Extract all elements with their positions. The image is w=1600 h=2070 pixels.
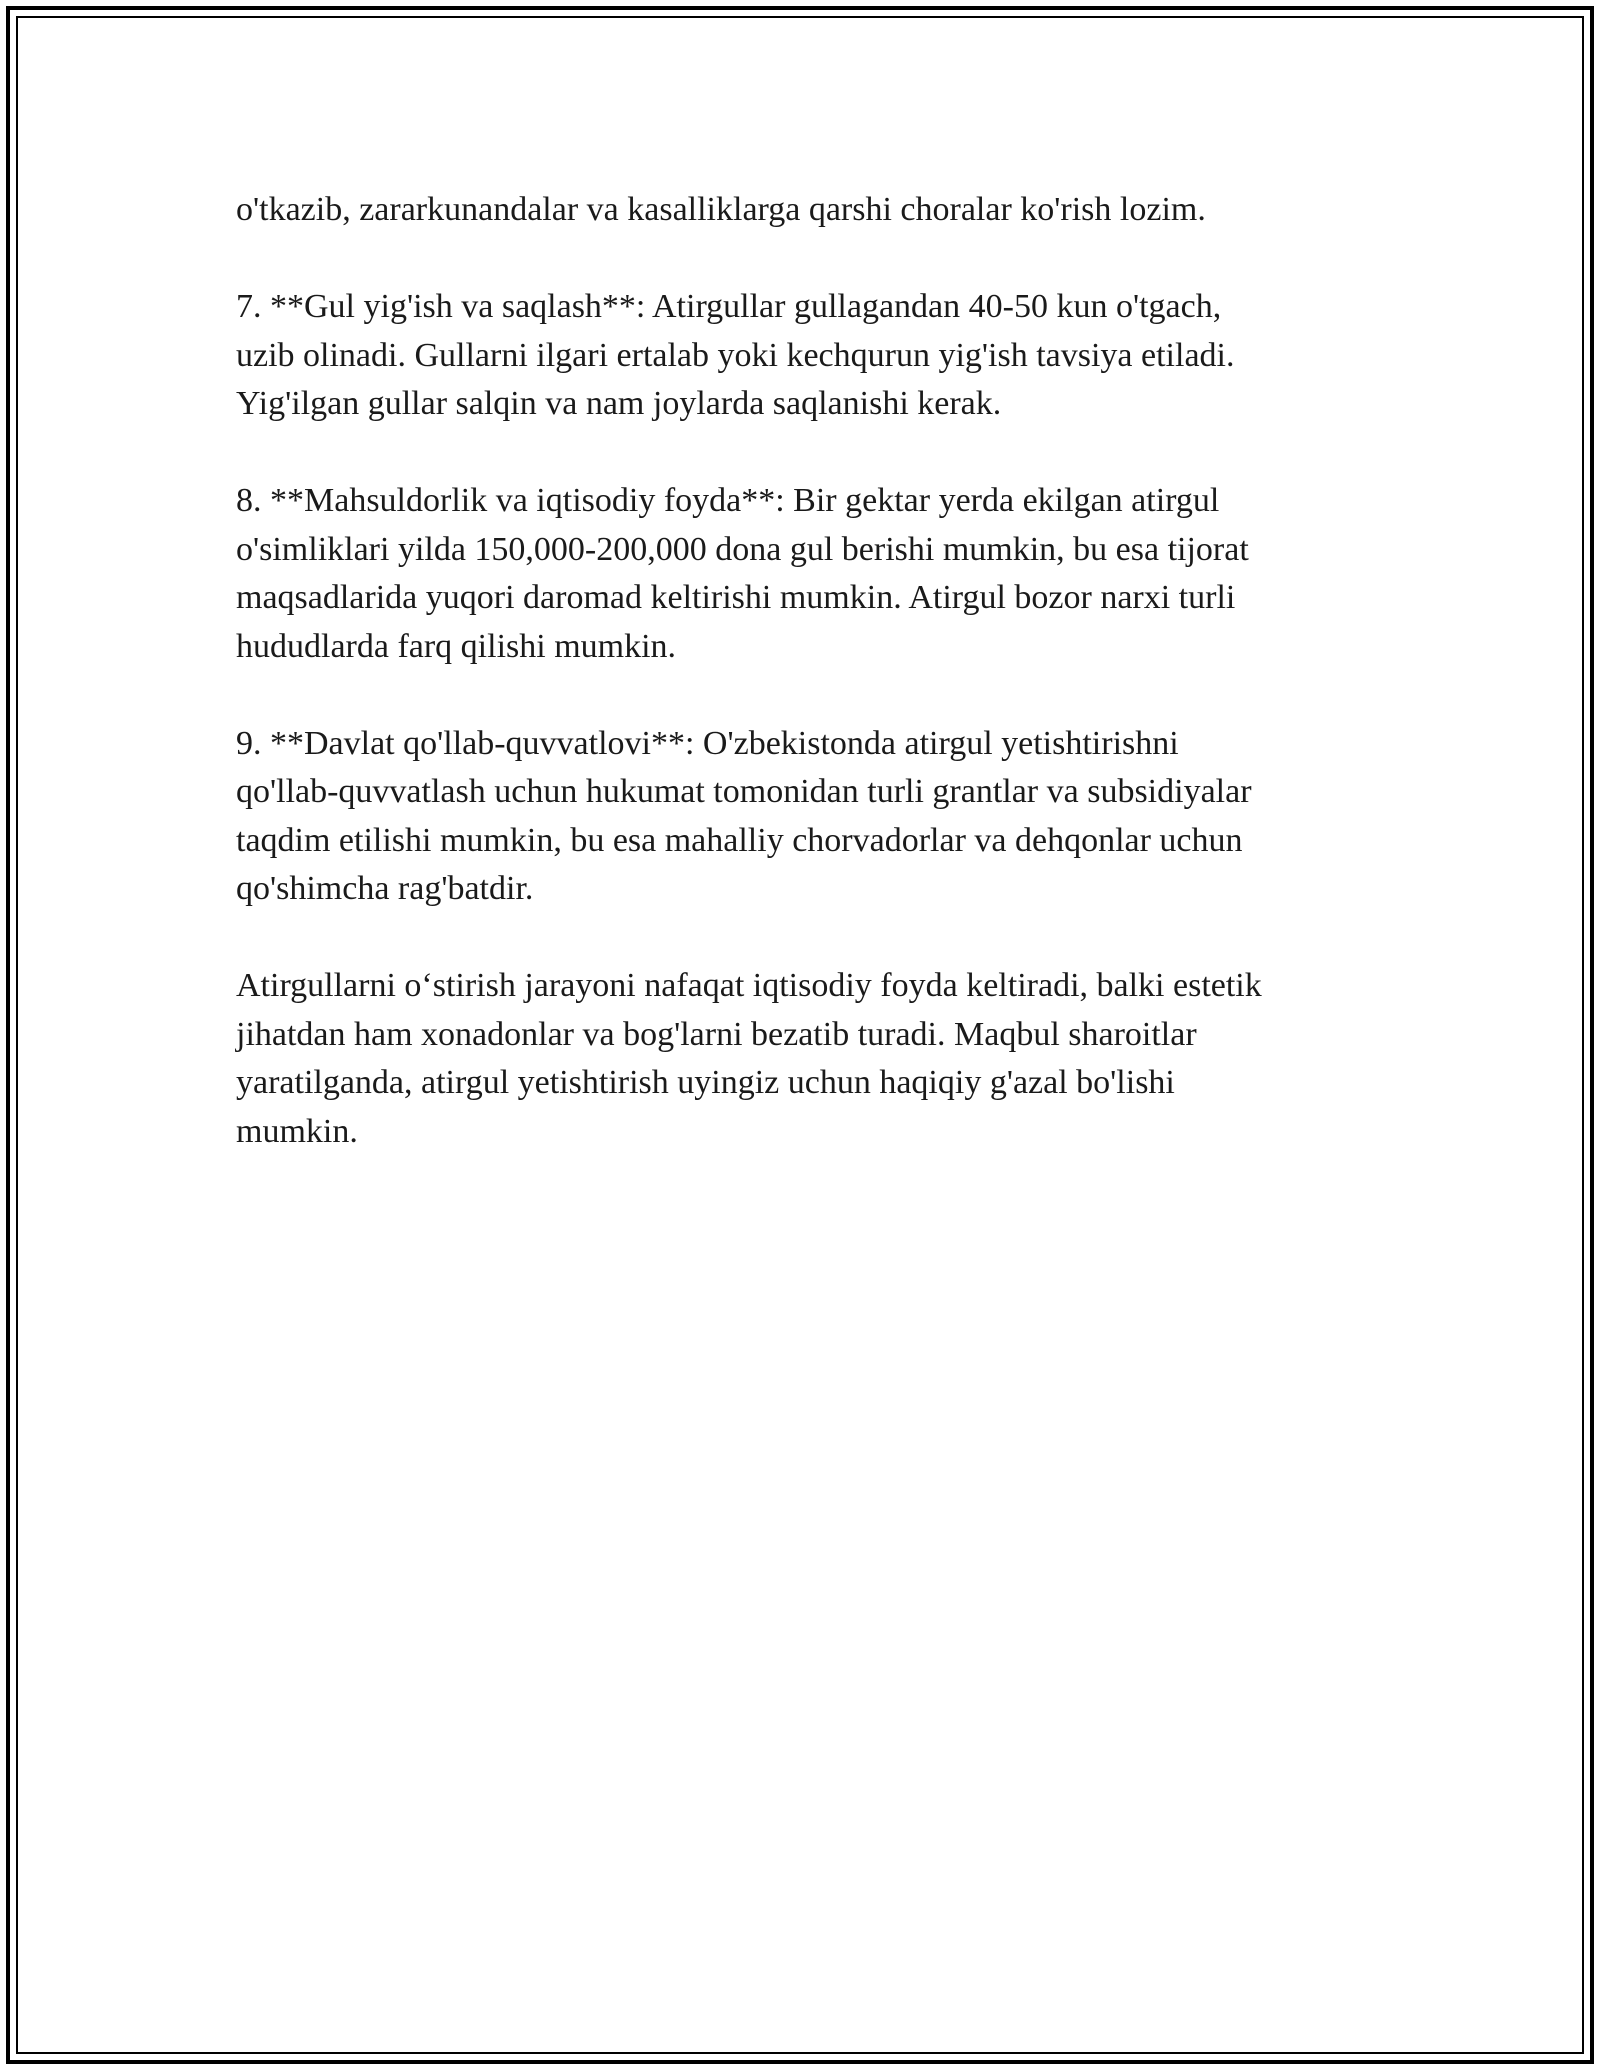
paragraph-productivity [236,477,1366,671]
document-body [236,186,1366,1205]
text-line: Atirgullarni o‘stirish jarayoni nafaqat iqtisodiy foyda keltiradi, balki estetik [236,967,1262,1004]
paragraph-state-support [236,720,1366,914]
text-line: 8. **Mahsuldorlik va iqtisodiy foyda**: Bir gektar yerda ekilgan atirgul [236,482,1220,519]
text-line: 7. **Gul yig'ish va saqlash**: Atirgullar gullagandan 40-50 kun o'tgach, [236,288,1222,325]
text-line: hududlarda farq qilishi mumkin. [236,627,677,665]
text-line: jihatdan ham xonadonlar va bog'larni bezatib turadi. Maqbul sharoitlar [236,1015,1197,1053]
text-line: 9. **Davlat qo'llab-quvvatlovi**: O'zbekistonda atirgul yetishtirishni [236,724,1179,762]
text-line: mumkin. [236,1112,358,1150]
text-line: uzib olinadi. Gullarni ilgari ertalab yoki kechqurun yig'ish tavsiya etiladi. [236,336,1235,374]
text-line: qo'llab-quvvatlash uchun hukumat tomonidan turli grantlar va subsidiyalar [236,773,1252,810]
text-line: yaratilganda, atirgul yetishtirish uyingiz uchun haqiqiy g'azal bo'lishi [236,1064,1175,1101]
text-line: maqsadlarida yuqori daromad keltirishi mumkin. Atirgul bozor narxi turli [236,579,1236,616]
text-line: taqdim etilishi mumkin, bu esa mahalliy chorvadorlar va dehqonlar uchun [236,821,1243,859]
paragraph-conclusion [236,962,1366,1156]
text-line: Yig'ilgan gullar salqin va nam joylarda saqlanishi kerak. [236,385,1002,422]
text-line: qo'shimcha rag'batdir. [236,870,534,907]
text-line: o'tkazib, zararkunandalar va kasalliklarga qarshi choralar ko'rish lozim. [236,191,1206,228]
paragraph-pest-control [236,186,1366,235]
paragraph-harvest-storage [236,283,1366,429]
text-line: o'simliklari yilda 150,000-200,000 dona gul berishi mumkin, bu esa tijorat [236,530,1249,568]
